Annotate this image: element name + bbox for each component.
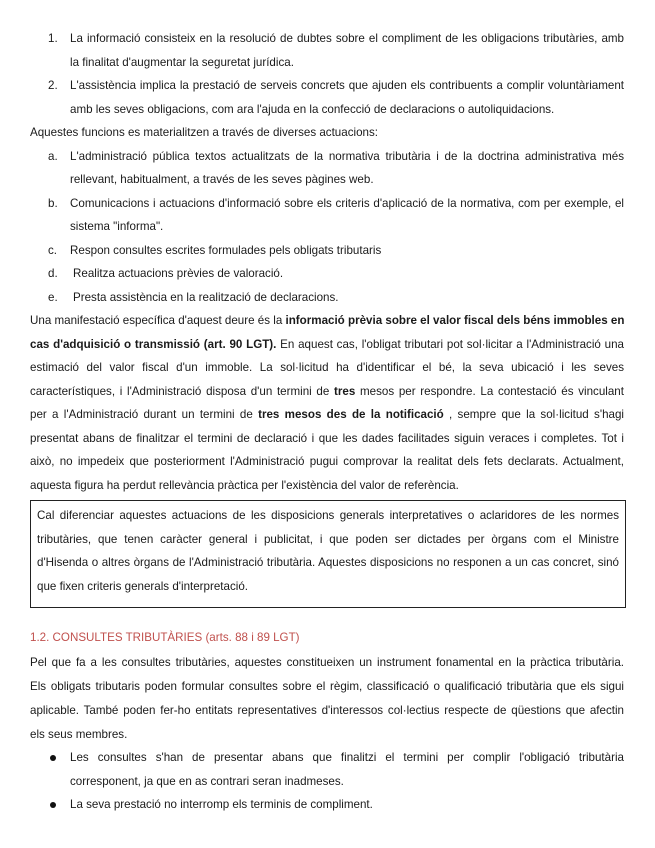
paragraph-line: cas d'adquisició o transmissió (art. 90 LGT). En aquest cas, l'obligat tributari pot sol·licitar a l'Administració una [30, 338, 624, 351]
list-letter: e. [48, 291, 58, 304]
list-item-text: Respon consultes escrites formulades pels obligats tributaris [70, 244, 382, 257]
note-line: tributàries, que tenen caràcter general i publicitat, i que poden ser dictades per òrgans com el Ministre [37, 533, 619, 546]
list-item-text: La informació consisteix en la resolució de dubtes sobre el compliment de les obligacions tributàries, amb [70, 32, 624, 45]
list-letter: c. [48, 244, 58, 257]
list-item-text: L'assistència implica la prestació de serveis concrets que ajuden els contribuents a complir voluntàriament [70, 79, 624, 92]
note-line: Cal diferenciar aquestes actuacions de les disposicions generals interpretatives o aclaridores de les normes [37, 509, 619, 522]
intro-text: Aquestes funcions es materialitzen a través de diverses actuacions: [30, 126, 378, 139]
note-line: d'Hisenda o altres òrgans de l'Administració tributària. Aquestes disposicions no responen a un cas concret, sinó [37, 556, 619, 569]
paragraph-line: aquesta figura ha perdut rellevància pràctica per l'existència del valor de referència. [30, 479, 459, 492]
note-line: que fixen criteris generals d'interpretació. [37, 580, 249, 593]
bullet-text: Les consultes s'han de presentar abans que finalitzi el termini per complir l'obligació tributària [70, 751, 624, 764]
bullet-icon [50, 755, 56, 761]
bullet-text: La seva prestació no interromp els terminis de compliment. [70, 798, 373, 811]
list-item-text: Comunicacions i actuacions d'informació sobre els criteris d'aplicació de la normativa, com per exemple, el [70, 197, 624, 210]
list-item-text: amb les seves obligacions, com ara l'ajuda en la confecció de declaracions o autoliquidacions. [70, 103, 555, 116]
list-number: 1. [48, 32, 58, 45]
paragraph-line: presentat abans de finalitzar el termini de declaració i que les dades facilitades siguin veraces i completes. Tot i [30, 432, 624, 445]
list-number: 2. [48, 79, 58, 92]
section-paragraph-line: Pel que fa a les consultes tributàries, aquestes constitueixen un instrument fonamental en la pràctica tributària. [30, 656, 624, 669]
section-heading: 1.2. CONSULTES TRIBUTÀRIES (arts. 88 i 89 LGT) [30, 631, 300, 644]
list-item-text: la finalitat d'augmentar la seguretat jurídica. [70, 56, 294, 69]
list-item-text: sistema "informa". [70, 220, 164, 233]
list-item-text: Realitza actuacions prèvies de valoració. [73, 267, 284, 280]
list-letter: a. [48, 150, 58, 163]
list-item-text: Presta assistència en la realització de declaracions. [73, 291, 339, 304]
list-letter: b. [48, 197, 58, 210]
section-paragraph-line: els seus membres. [30, 728, 128, 741]
section-paragraph-line: Els obligats tributaris poden formular consultes sobre el règim, classificació o qualificació tributària que els sigui [30, 680, 624, 693]
paragraph-line: això, no impedeix que posteriorment l'Administració pugui comprovar la realitat dels fets declarats. Actualment, [30, 455, 624, 468]
bullet-text: corresponent, ja que en as contrari seran inadmeses. [70, 775, 344, 788]
list-item-text: L'administració pública textos actualitzats de la normativa tributària i de la doctrina administrativa més [70, 150, 624, 163]
note-box [30, 500, 626, 608]
paragraph-line: Una manifestació específica d'aquest deure és la informació prèvia sobre el valor fiscal dels béns immobles en [30, 314, 625, 327]
list-letter: d. [48, 267, 58, 280]
bullet-icon [50, 802, 56, 808]
list-item-text: rellevant, habitualment, a través de les seves pàgines web. [70, 173, 374, 186]
section-paragraph-line: aplicable. També poden fer-ho entitats representatives d'interessos col·lectius respecte de qüestions que afectin [30, 704, 624, 717]
paragraph-line: per a l'Administració durant un termini de tres mesos des de la notificació , sempre que la sol·licitud s'hagi [30, 408, 624, 421]
paragraph-line: estimació del valor fiscal d'un immoble. La sol·licitud ha d'identificar el bé, la seva ubicació i les seves [30, 361, 624, 374]
paragraph-line: característiques, i l'Administració disposa d'un termini de tres mesos per respondre. La contestació és vinculant [30, 385, 624, 398]
